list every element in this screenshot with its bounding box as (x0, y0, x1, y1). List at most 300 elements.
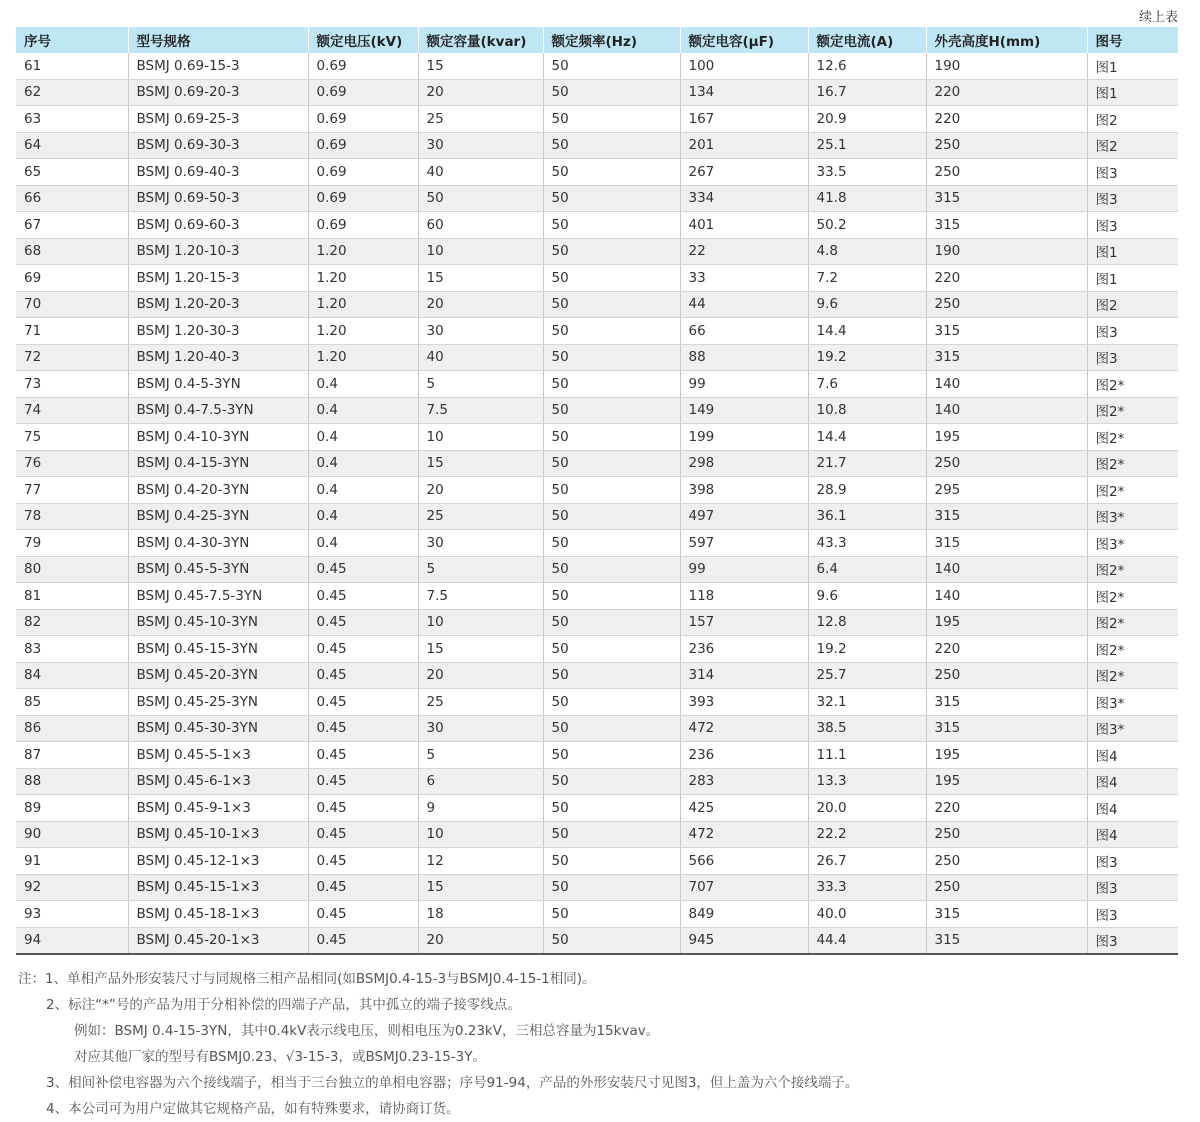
cell-figure: 图2* (1087, 583, 1178, 610)
cell-current: 33.5 (808, 159, 926, 186)
cell-index: 76 (16, 450, 128, 477)
header-index: 序号 (16, 27, 128, 53)
cell-index: 65 (16, 159, 128, 186)
cell-figure: 图1 (1087, 53, 1178, 79)
cell-capacitance: 236 (680, 742, 808, 769)
cell-voltage: 1.20 (308, 344, 418, 371)
cell-capacitance: 157 (680, 609, 808, 636)
cell-height: 315 (926, 503, 1087, 530)
note-1: 注：1、单相产品外形安装尺寸与同规格三相产品相同(如BSMJ0.4-15-3与BSMJ0.4-15-1相同)。 (18, 971, 596, 987)
cell-height: 250 (926, 848, 1087, 875)
cell-figure: 图2* (1087, 450, 1178, 477)
cell-current: 43.3 (808, 530, 926, 557)
cell-capacitance: 267 (680, 159, 808, 186)
cell-model: BSMJ 0.45-12-1×3 (128, 848, 308, 875)
cell-figure: 图3 (1087, 185, 1178, 212)
cell-figure: 图3* (1087, 689, 1178, 716)
cell-figure: 图2* (1087, 371, 1178, 398)
cell-figure: 图1 (1087, 79, 1178, 106)
cell-capacitance: 99 (680, 371, 808, 398)
cell-voltage: 0.69 (308, 212, 418, 239)
cell-height: 250 (926, 874, 1087, 901)
cell-capacitance: 849 (680, 901, 808, 928)
cell-capacitance: 401 (680, 212, 808, 239)
cell-height: 315 (926, 530, 1087, 557)
table-row (16, 503, 1178, 530)
cell-current: 36.1 (808, 503, 926, 530)
cell-figure: 图2* (1087, 609, 1178, 636)
cell-model: BSMJ 0.45-20-3YN (128, 662, 308, 689)
cell-voltage: 1.20 (308, 238, 418, 265)
cell-capacity: 12 (418, 848, 543, 875)
cell-index: 75 (16, 424, 128, 451)
cell-frequency: 50 (543, 609, 680, 636)
cell-frequency: 50 (543, 212, 680, 239)
cell-voltage: 0.4 (308, 530, 418, 557)
cell-model: BSMJ 1.20-15-3 (128, 265, 308, 292)
cell-capacity: 40 (418, 159, 543, 186)
cell-index: 72 (16, 344, 128, 371)
cell-figure: 图2* (1087, 424, 1178, 451)
cell-model: BSMJ 0.45-6-1×3 (128, 768, 308, 795)
cell-figure: 图2* (1087, 662, 1178, 689)
table-row (16, 238, 1178, 265)
table-row (16, 609, 1178, 636)
cell-capacity: 60 (418, 212, 543, 239)
cell-frequency: 50 (543, 238, 680, 265)
cell-capacitance: 945 (680, 927, 808, 954)
table-row (16, 636, 1178, 663)
cell-model: BSMJ 1.20-10-3 (128, 238, 308, 265)
cell-figure: 图2* (1087, 556, 1178, 583)
cell-index: 86 (16, 715, 128, 742)
cell-capacitance: 334 (680, 185, 808, 212)
cell-height: 190 (926, 53, 1087, 79)
cell-model: BSMJ 0.69-25-3 (128, 106, 308, 133)
cell-capacitance: 149 (680, 397, 808, 424)
cell-index: 68 (16, 238, 128, 265)
cell-figure: 图3 (1087, 901, 1178, 928)
cell-voltage: 1.20 (308, 265, 418, 292)
cell-current: 14.4 (808, 424, 926, 451)
header-capacity: 额定容量(kvar) (418, 27, 543, 53)
cell-model: BSMJ 0.69-30-3 (128, 132, 308, 159)
cell-voltage: 0.69 (308, 79, 418, 106)
cell-height: 315 (926, 212, 1087, 239)
cell-figure: 图3 (1087, 927, 1178, 954)
table-row (16, 662, 1178, 689)
cell-current: 19.2 (808, 344, 926, 371)
header-height: 外壳高度H(mm) (926, 27, 1087, 53)
cell-voltage: 0.69 (308, 106, 418, 133)
cell-capacity: 15 (418, 265, 543, 292)
cell-model: BSMJ 0.45-15-1×3 (128, 874, 308, 901)
cell-capacitance: 472 (680, 821, 808, 848)
cell-capacity: 25 (418, 106, 543, 133)
cell-index: 79 (16, 530, 128, 557)
table-row (16, 874, 1178, 901)
cell-index: 83 (16, 636, 128, 663)
table-row (16, 212, 1178, 239)
cell-model: BSMJ 1.20-30-3 (128, 318, 308, 345)
cell-figure: 图3* (1087, 715, 1178, 742)
cell-capacitance: 134 (680, 79, 808, 106)
table-row (16, 927, 1178, 954)
cell-capacitance: 201 (680, 132, 808, 159)
cell-current: 7.6 (808, 371, 926, 398)
cell-current: 25.1 (808, 132, 926, 159)
cell-frequency: 50 (543, 742, 680, 769)
cell-current: 44.4 (808, 927, 926, 954)
cell-current: 16.7 (808, 79, 926, 106)
cell-capacitance: 314 (680, 662, 808, 689)
cell-index: 62 (16, 79, 128, 106)
cell-frequency: 50 (543, 397, 680, 424)
cell-height: 195 (926, 742, 1087, 769)
table-row (16, 397, 1178, 424)
cell-index: 93 (16, 901, 128, 928)
cell-current: 25.7 (808, 662, 926, 689)
cell-frequency: 50 (543, 715, 680, 742)
cell-model: BSMJ 0.69-60-3 (128, 212, 308, 239)
cell-frequency: 50 (543, 821, 680, 848)
cell-capacity: 5 (418, 742, 543, 769)
cell-voltage: 0.45 (308, 821, 418, 848)
cell-frequency: 50 (543, 291, 680, 318)
cell-current: 9.6 (808, 583, 926, 610)
cell-frequency: 50 (543, 450, 680, 477)
cell-height: 220 (926, 636, 1087, 663)
cell-height: 140 (926, 556, 1087, 583)
cell-frequency: 50 (543, 662, 680, 689)
cell-current: 20.9 (808, 106, 926, 133)
cell-height: 315 (926, 901, 1087, 928)
cell-current: 38.5 (808, 715, 926, 742)
cell-capacitance: 236 (680, 636, 808, 663)
cell-frequency: 50 (543, 583, 680, 610)
cell-height: 315 (926, 318, 1087, 345)
cell-model: BSMJ 0.45-10-1×3 (128, 821, 308, 848)
table-row (16, 291, 1178, 318)
cell-index: 71 (16, 318, 128, 345)
cell-height: 140 (926, 371, 1087, 398)
cell-current: 19.2 (808, 636, 926, 663)
cell-capacity: 5 (418, 371, 543, 398)
cell-voltage: 0.45 (308, 662, 418, 689)
cell-voltage: 0.45 (308, 583, 418, 610)
cell-model: BSMJ 0.45-7.5-3YN (128, 583, 308, 610)
cell-figure: 图1 (1087, 265, 1178, 292)
header-current: 额定电流(A) (808, 27, 926, 53)
cell-voltage: 0.4 (308, 477, 418, 504)
cell-voltage: 0.45 (308, 874, 418, 901)
cell-capacitance: 22 (680, 238, 808, 265)
cell-height: 315 (926, 185, 1087, 212)
cell-current: 22.2 (808, 821, 926, 848)
cell-current: 50.2 (808, 212, 926, 239)
cell-model: BSMJ 0.4-10-3YN (128, 424, 308, 451)
cell-current: 32.1 (808, 689, 926, 716)
table-row (16, 530, 1178, 557)
cell-frequency: 50 (543, 901, 680, 928)
note-2-equivalent: 对应其他厂家的型号有BSMJ0.23、√3-15-3，或BSMJ0.23-15-3Y。 (74, 1049, 487, 1065)
cell-current: 7.2 (808, 265, 926, 292)
cell-capacity: 25 (418, 503, 543, 530)
table-row (16, 132, 1178, 159)
cell-voltage: 0.4 (308, 450, 418, 477)
cell-figure: 图2* (1087, 477, 1178, 504)
cell-index: 64 (16, 132, 128, 159)
capacitor-spec-table (16, 27, 1178, 955)
cell-capacity: 30 (418, 318, 543, 345)
table-row (16, 344, 1178, 371)
cell-current: 26.7 (808, 848, 926, 875)
cell-current: 10.8 (808, 397, 926, 424)
cell-height: 315 (926, 689, 1087, 716)
cell-capacity: 5 (418, 556, 543, 583)
cell-model: BSMJ 0.45-15-3YN (128, 636, 308, 663)
table-row (16, 768, 1178, 795)
cell-current: 28.9 (808, 477, 926, 504)
cell-capacity: 15 (418, 450, 543, 477)
cell-voltage: 0.45 (308, 636, 418, 663)
cell-figure: 图4 (1087, 768, 1178, 795)
cell-capacity: 10 (418, 424, 543, 451)
cell-capacity: 15 (418, 636, 543, 663)
cell-voltage: 0.4 (308, 371, 418, 398)
cell-capacitance: 472 (680, 715, 808, 742)
cell-figure: 图4 (1087, 742, 1178, 769)
cell-current: 33.3 (808, 874, 926, 901)
cell-capacitance: 566 (680, 848, 808, 875)
cell-figure: 图3 (1087, 344, 1178, 371)
cell-frequency: 50 (543, 530, 680, 557)
header-model: 型号规格 (128, 27, 308, 53)
cell-figure: 图2 (1087, 291, 1178, 318)
cell-voltage: 1.20 (308, 318, 418, 345)
cell-capacitance: 398 (680, 477, 808, 504)
cell-capacity: 20 (418, 927, 543, 954)
cell-capacitance: 66 (680, 318, 808, 345)
continued-label: 续上表 (1138, 10, 1178, 25)
table-row (16, 265, 1178, 292)
table-row (16, 901, 1178, 928)
cell-index: 81 (16, 583, 128, 610)
cell-model: BSMJ 0.69-50-3 (128, 185, 308, 212)
cell-height: 250 (926, 662, 1087, 689)
cell-voltage: 1.20 (308, 291, 418, 318)
cell-capacity: 18 (418, 901, 543, 928)
cell-voltage: 0.45 (308, 927, 418, 954)
table-row (16, 424, 1178, 451)
cell-model: BSMJ 0.4-5-3YN (128, 371, 308, 398)
cell-capacity: 7.5 (418, 583, 543, 610)
cell-model: BSMJ 0.4-25-3YN (128, 503, 308, 530)
note-2: 2、标注“*”号的产品为用于分相补偿的四端子产品，其中孤立的端子接零线点。 (46, 997, 521, 1013)
cell-figure: 图2 (1087, 132, 1178, 159)
table-row (16, 371, 1178, 398)
cell-frequency: 50 (543, 79, 680, 106)
cell-capacity: 20 (418, 79, 543, 106)
cell-capacity: 10 (418, 821, 543, 848)
cell-model: BSMJ 0.4-30-3YN (128, 530, 308, 557)
cell-height: 195 (926, 424, 1087, 451)
cell-capacity: 20 (418, 662, 543, 689)
cell-index: 91 (16, 848, 128, 875)
note-4: 4、本公司可为用户定做其它规格产品，如有特殊要求，请协商订货。 (46, 1101, 460, 1117)
cell-capacitance: 425 (680, 795, 808, 822)
cell-voltage: 0.45 (308, 715, 418, 742)
cell-model: BSMJ 0.45-25-3YN (128, 689, 308, 716)
cell-model: BSMJ 0.45-30-3YN (128, 715, 308, 742)
cell-height: 140 (926, 583, 1087, 610)
cell-capacity: 7.5 (418, 397, 543, 424)
cell-frequency: 50 (543, 265, 680, 292)
cell-capacity: 30 (418, 715, 543, 742)
cell-frequency: 50 (543, 927, 680, 954)
cell-index: 77 (16, 477, 128, 504)
cell-model: BSMJ 0.4-7.5-3YN (128, 397, 308, 424)
cell-figure: 图4 (1087, 821, 1178, 848)
cell-current: 20.0 (808, 795, 926, 822)
cell-voltage: 0.45 (308, 609, 418, 636)
table-row (16, 79, 1178, 106)
cell-model: BSMJ 0.4-15-3YN (128, 450, 308, 477)
cell-capacity: 30 (418, 530, 543, 557)
cell-frequency: 50 (543, 689, 680, 716)
cell-voltage: 0.45 (308, 795, 418, 822)
cell-index: 61 (16, 53, 128, 79)
cell-height: 315 (926, 344, 1087, 371)
cell-height: 195 (926, 768, 1087, 795)
cell-index: 63 (16, 106, 128, 133)
cell-capacitance: 597 (680, 530, 808, 557)
cell-model: BSMJ 0.45-18-1×3 (128, 901, 308, 928)
cell-height: 295 (926, 477, 1087, 504)
table-row (16, 450, 1178, 477)
cell-frequency: 50 (543, 636, 680, 663)
cell-capacitance: 99 (680, 556, 808, 583)
cell-frequency: 50 (543, 106, 680, 133)
cell-height: 250 (926, 132, 1087, 159)
cell-height: 250 (926, 291, 1087, 318)
cell-model: BSMJ 0.4-20-3YN (128, 477, 308, 504)
cell-model: BSMJ 0.69-15-3 (128, 53, 308, 79)
cell-frequency: 50 (543, 848, 680, 875)
cell-capacitance: 707 (680, 874, 808, 901)
cell-model: BSMJ 0.45-5-3YN (128, 556, 308, 583)
cell-figure: 图3* (1087, 530, 1178, 557)
cell-model: BSMJ 0.45-20-1×3 (128, 927, 308, 954)
cell-figure: 图4 (1087, 795, 1178, 822)
cell-voltage: 0.69 (308, 159, 418, 186)
cell-index: 90 (16, 821, 128, 848)
cell-capacity: 20 (418, 291, 543, 318)
cell-height: 250 (926, 450, 1087, 477)
cell-index: 70 (16, 291, 128, 318)
cell-frequency: 50 (543, 53, 680, 79)
cell-figure: 图3 (1087, 874, 1178, 901)
cell-frequency: 50 (543, 318, 680, 345)
table-row (16, 318, 1178, 345)
cell-capacity: 30 (418, 132, 543, 159)
cell-capacity: 10 (418, 238, 543, 265)
table-row (16, 477, 1178, 504)
header-frequency: 额定频率(Hz) (543, 27, 680, 53)
cell-capacity: 50 (418, 185, 543, 212)
note-3: 3、相间补偿电容器为六个接线端子，相当于三台独立的单相电容器；序号91-94，产品的外形安装尺寸见图3，但上盖为六个接线端子。 (46, 1075, 859, 1091)
cell-current: 13.3 (808, 768, 926, 795)
cell-capacitance: 33 (680, 265, 808, 292)
cell-height: 220 (926, 795, 1087, 822)
cell-index: 78 (16, 503, 128, 530)
cell-frequency: 50 (543, 424, 680, 451)
cell-height: 250 (926, 159, 1087, 186)
cell-voltage: 0.45 (308, 901, 418, 928)
cell-voltage: 0.69 (308, 53, 418, 79)
cell-height: 315 (926, 715, 1087, 742)
cell-frequency: 50 (543, 159, 680, 186)
cell-capacity: 15 (418, 874, 543, 901)
cell-height: 315 (926, 927, 1087, 954)
cell-frequency: 50 (543, 371, 680, 398)
cell-voltage: 0.4 (308, 424, 418, 451)
cell-height: 195 (926, 609, 1087, 636)
cell-index: 67 (16, 212, 128, 239)
cell-index: 82 (16, 609, 128, 636)
header-figure: 图号 (1087, 27, 1178, 53)
cell-frequency: 50 (543, 185, 680, 212)
cell-capacitance: 118 (680, 583, 808, 610)
cell-capacity: 9 (418, 795, 543, 822)
cell-capacity: 20 (418, 477, 543, 504)
cell-current: 6.4 (808, 556, 926, 583)
cell-model: BSMJ 0.69-20-3 (128, 79, 308, 106)
table-row (16, 848, 1178, 875)
cell-model: BSMJ 1.20-20-3 (128, 291, 308, 318)
table-row (16, 556, 1178, 583)
cell-index: 84 (16, 662, 128, 689)
cell-capacitance: 283 (680, 768, 808, 795)
cell-height: 190 (926, 238, 1087, 265)
cell-capacitance: 393 (680, 689, 808, 716)
cell-capacity: 40 (418, 344, 543, 371)
cell-current: 12.6 (808, 53, 926, 79)
table-row (16, 53, 1178, 79)
cell-capacity: 15 (418, 53, 543, 79)
table-row (16, 795, 1178, 822)
cell-model: BSMJ 1.20-40-3 (128, 344, 308, 371)
table-body (16, 53, 1178, 954)
cell-index: 80 (16, 556, 128, 583)
cell-frequency: 50 (543, 768, 680, 795)
cell-index: 88 (16, 768, 128, 795)
cell-voltage: 0.45 (308, 768, 418, 795)
cell-frequency: 50 (543, 503, 680, 530)
table-row (16, 583, 1178, 610)
cell-figure: 图2* (1087, 636, 1178, 663)
cell-index: 73 (16, 371, 128, 398)
cell-figure: 图3 (1087, 212, 1178, 239)
cell-figure: 图1 (1087, 238, 1178, 265)
cell-index: 94 (16, 927, 128, 954)
cell-voltage: 0.45 (308, 848, 418, 875)
cell-current: 11.1 (808, 742, 926, 769)
cell-model: BSMJ 0.45-5-1×3 (128, 742, 308, 769)
cell-current: 21.7 (808, 450, 926, 477)
cell-capacitance: 100 (680, 53, 808, 79)
cell-index: 87 (16, 742, 128, 769)
